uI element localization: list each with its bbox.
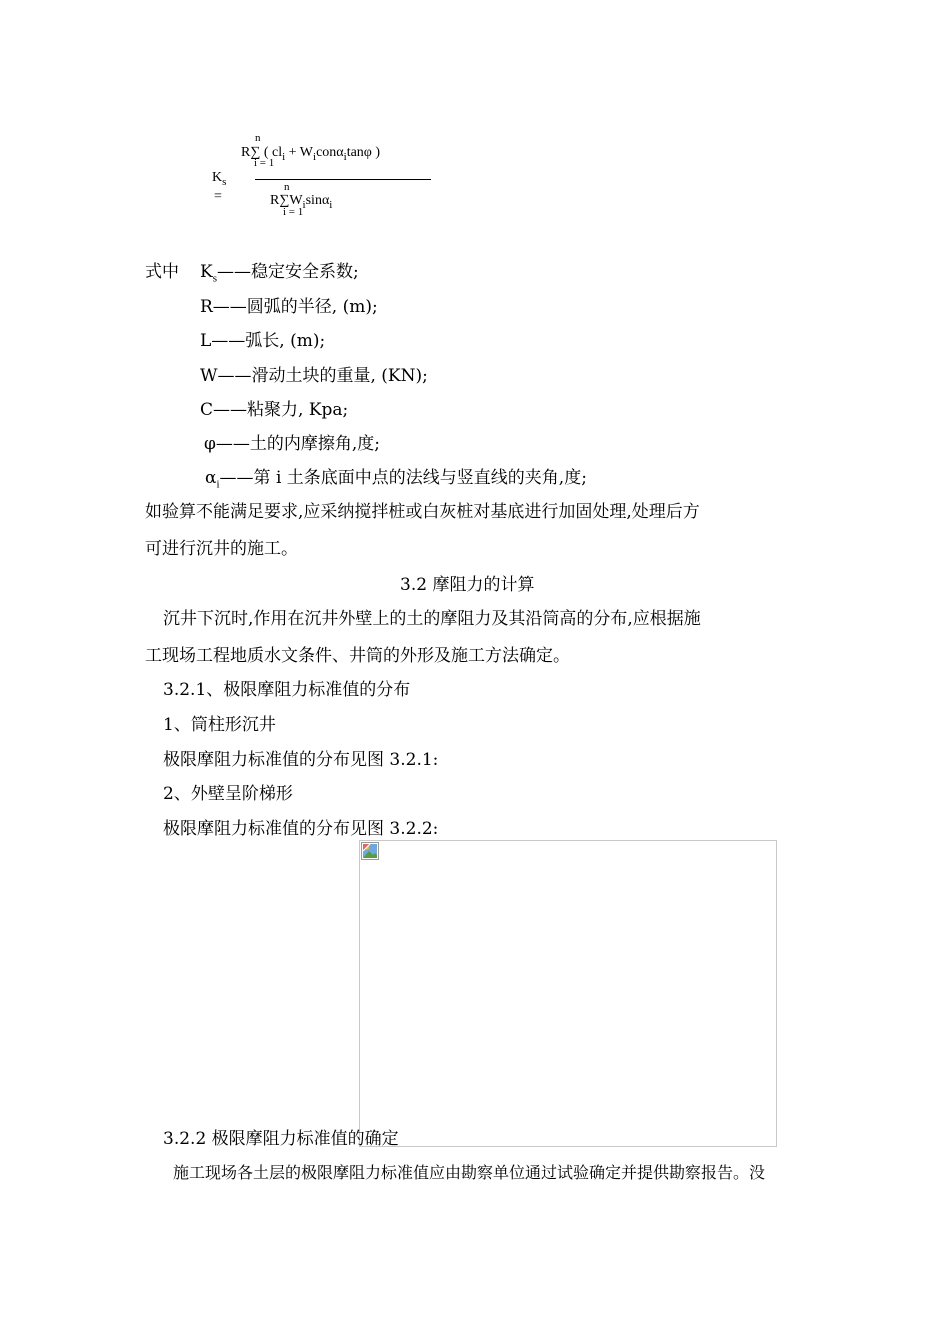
paragraph-reinforcement-line-1: 如验算不能满足要求,应采纳搅拌桩或白灰桩对基底进行加固处理,处理后方 bbox=[145, 502, 700, 522]
denominator-upper-limit: n bbox=[284, 181, 290, 193]
definition-l: L——弧长, (m); bbox=[200, 331, 326, 351]
definition-r: R——圆弧的半径, (m); bbox=[200, 297, 378, 317]
list-item-1-description: 极限摩阻力标准值的分布见图 3.2.1: bbox=[163, 750, 439, 770]
list-item-2: 2、外壁呈阶梯形 bbox=[163, 784, 293, 804]
numerator-upper-limit: n bbox=[255, 132, 261, 144]
numerator-lower-limit: i = 1 bbox=[254, 157, 275, 169]
list-item-1: 1、筒柱形沉井 bbox=[163, 715, 276, 735]
paragraph-determination-line-1: 施工现场各土层的极限摩阻力标准值应由勘察单位通过试验确定并提供勘察报告。没 bbox=[173, 1163, 766, 1182]
definition-w: W——滑动土块的重量, (KN); bbox=[200, 366, 428, 386]
definition-c: C——粘聚力, Kpa; bbox=[200, 400, 349, 420]
definition-ks: $K_s——$稳定安全系数; bbox=[200, 262, 359, 285]
formula-equals: = bbox=[214, 189, 222, 204]
sigma-symbol: ∑ bbox=[250, 145, 261, 160]
definitions-prefix: 式中 bbox=[145, 262, 179, 282]
definition-alpha: $\alpha_i——$第 i 土条底面中点的法线与竖直线的夹角,度; bbox=[205, 468, 587, 491]
paragraph-friction-line-2: 工现场工程地质水文条件、井筒的外形及施工方法确定。 bbox=[145, 646, 570, 666]
fraction-bar bbox=[255, 179, 431, 180]
definition-phi: φ——土的内摩擦角,度; bbox=[204, 434, 381, 454]
list-item-2-description: 极限摩阻力标准值的分布见图 3.2.2: bbox=[163, 819, 439, 839]
paragraph-friction-line-1: 沉井下沉时,作用在沉井外壁上的土的摩阻力及其沿筒高的分布,应根据施 bbox=[163, 609, 701, 629]
formula-numerator: R∑ ( $cl_i + W_icon\alpha_i\tan\varphi$ ) bbox=[241, 145, 381, 163]
denominator-lower-limit: i = 1 bbox=[283, 206, 304, 218]
paragraph-reinforcement-line-2: 可进行沉井的施工。 bbox=[145, 539, 298, 559]
subsection-3-2-1: 3.2.1、极限摩阻力标准值的分布 bbox=[163, 680, 411, 700]
broken-image-icon bbox=[361, 842, 379, 860]
sigma-symbol: ∑ bbox=[279, 193, 290, 208]
formula-denominator: $R\sum W_i\sin\alpha_i$ bbox=[270, 193, 333, 211]
subsection-3-2-2: 3.2.2 极限摩阻力标准值的确定 bbox=[163, 1129, 399, 1149]
formula-lhs: $K_s$ bbox=[212, 170, 227, 188]
section-heading-3-2: 3.2 摩阻力的计算 bbox=[400, 575, 535, 595]
figure-3-2-2-placeholder bbox=[359, 840, 777, 1147]
